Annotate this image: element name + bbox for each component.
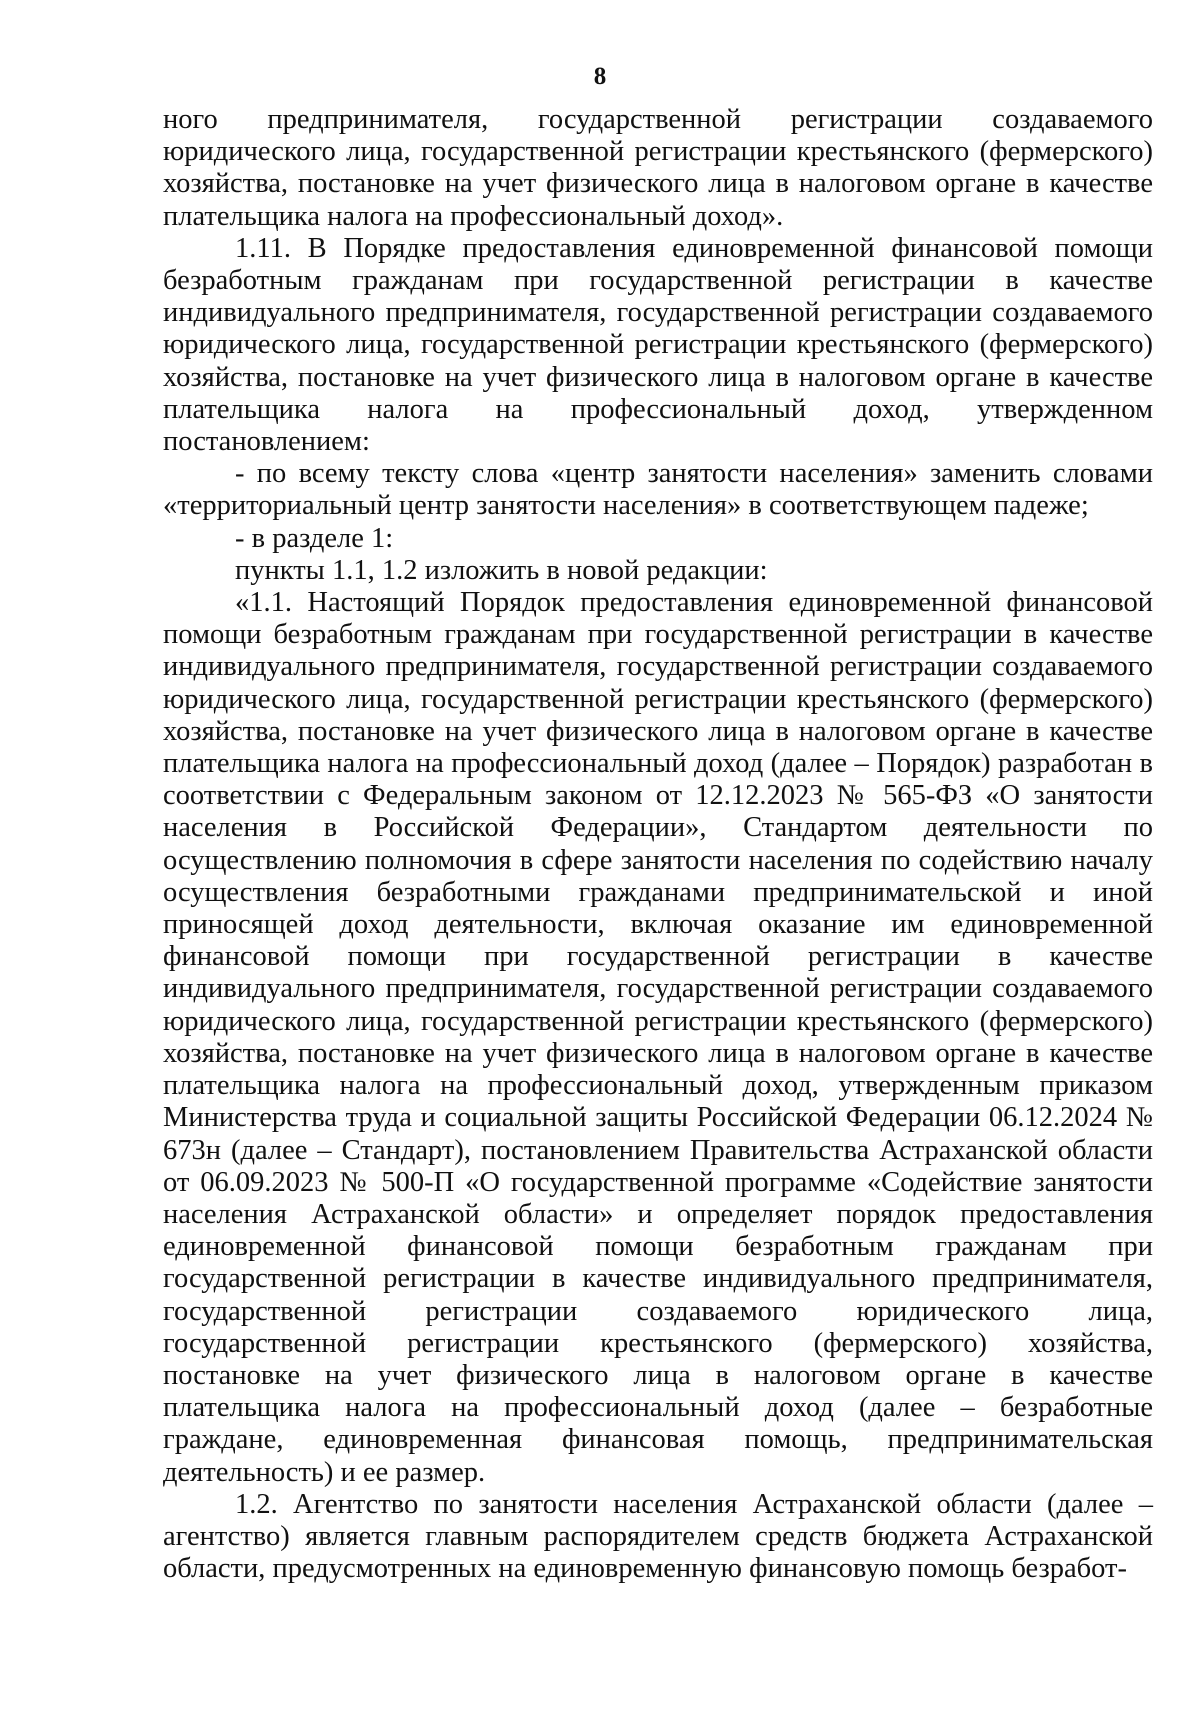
paragraph-section-1: - в разделе 1: [235,522,394,554]
paragraph-new-edition: пункты 1.1, 1.2 изложить в новой редакции: [235,554,768,586]
paragraph-1-2: 1.2. Агентство по занятости населения Астраханской области (далее – агентство) является главным распорядителем средств бюджета Астраханской области, предусмотренных на единовременную финансовую помощь безработ- [163,1488,1153,1585]
document-body [163,104,1153,1585]
paragraph-continuation: ного предпринимателя, государственной регистрации создаваемого юридического лица, государственной регистрации крестьянского (фермерского) хозяйства, постановке на учет физического лица в налоговом органе в качестве плательщика налога на профессиональный доход». [163,104,1153,232]
paragraph-1-11: 1.11. В Порядке предоставления единовременной финансовой помощи безработным гражданам при государственной регистрации в качестве индивидуального предпринимателя, государственной регистрации создаваемого юридического лица, государственной регистрации крестьянского (фермерского) хозяйства, постановке на учет физического лица в налоговом органе в качестве плательщика налога на профессиональный доход, утвержденном постановлением: [163,232,1153,458]
paragraph-1-1: «1.1. Настоящий Порядок предоставления единовременной финансовой помощи безработным гражданам при государственной регистрации в качестве индивидуального предпринимателя, государственной регистрации создаваемого юридического лица, государственной регистрации крестьянского (фермерского) хозяйства, постановке на учет физического лица в налоговом органе в качестве плательщика налога на профессиональный доход (далее – Порядок) разработан в соответствии с Федеральным законом от 12.12.2023 № 565-ФЗ «О занятости населения в Российской Федерации», Стандартом деятельности по осуществлению полномочия в сфере занятости населения по содействию началу осуществления безработными гражданами предпринимательской и иной приносящей доход деятельности, включая оказание им единовременной финансовой помощи при государственной регистрации в качестве индивидуального предпринимателя, государственной регистрации создаваемого юридического лица, государственной регистрации крестьянского (фермерского) хозяйства, постановке на учет физического лица в налоговом органе в качестве плательщика налога на профессиональный доход, утвержденным приказом Министерства труда и социальной защиты Российской Федерации 06.12.2024 № 673н (далее – Стандарт), постановлением Правительства Астраханской области от 06.09.2023 № 500-П «О государственной программе «Содействие занятости населения Астраханской области» и определяет порядок предоставления единовременной финансовой помощи безработным гражданам при государственной регистрации в качестве индивидуального предпринимателя, государственной регистрации создаваемого юридического лица, государственной регистрации крестьянского (фермерского) хозяйства, постановке на учет физического лица в налоговом органе в качестве плательщика налога на профессиональный доход (далее – безработные граждане, единовременная финансовая помощь, предпринимательская деятельность) и ее размер. [163,587,1153,1488]
page-number: 8 [593,63,607,90]
paragraph-replace-words: - по всему тексту слова «центр занятости населения» заменить словами «территориальный центр занятости населения» в соответствующем падеже; [163,458,1153,522]
